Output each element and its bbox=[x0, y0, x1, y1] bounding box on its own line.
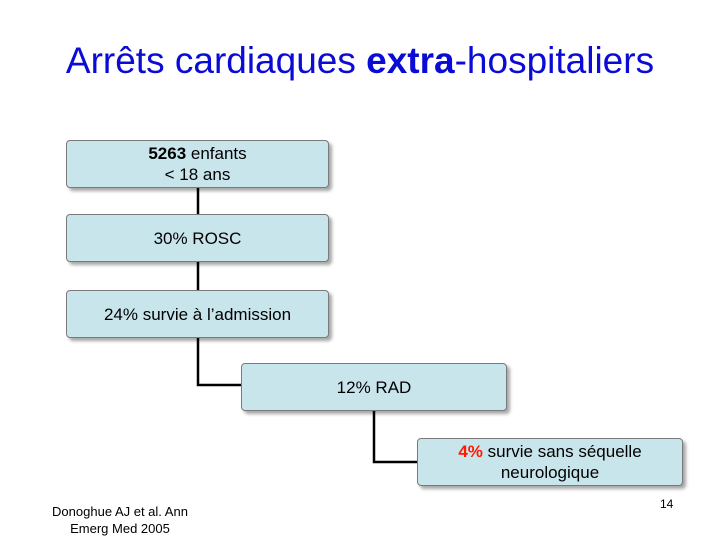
box-children-line-1 bbox=[148, 143, 246, 164]
box-admission-text: 24% survie à l’admission bbox=[103, 304, 292, 324]
title-emphasis: extra bbox=[366, 40, 455, 81]
connector-3-4 bbox=[198, 338, 241, 385]
flow-box-rosc bbox=[66, 214, 329, 262]
box-rad-text: 12% RAD bbox=[336, 377, 412, 397]
box-rosc-text: 30% ROSC bbox=[153, 228, 242, 248]
survival-label: survie sans séquelle bbox=[482, 442, 642, 461]
flow-box-admission bbox=[66, 290, 329, 338]
flow-box-rad bbox=[241, 363, 507, 411]
box-survival-line-1 bbox=[458, 441, 641, 462]
children-count: 5263 bbox=[148, 144, 187, 163]
flow-box-survival bbox=[417, 438, 683, 486]
title-part-1: Arrêts cardiaques bbox=[65, 40, 367, 81]
children-label: enfants bbox=[186, 144, 247, 163]
survival-percent: 4% bbox=[458, 442, 483, 461]
citation-line-2: Emerg Med 2005 bbox=[70, 521, 170, 536]
page-number: 14 bbox=[660, 497, 674, 511]
box-children-line-2: < 18 ans bbox=[164, 165, 231, 184]
citation bbox=[30, 503, 210, 537]
flow-box-children bbox=[66, 140, 329, 188]
box-survival-line-2: neurologique bbox=[500, 463, 600, 482]
citation-line-1: Donoghue AJ et al. Ann bbox=[52, 504, 188, 519]
connector-4-5 bbox=[374, 411, 417, 462]
title-part-3: -hospitaliers bbox=[454, 40, 655, 81]
